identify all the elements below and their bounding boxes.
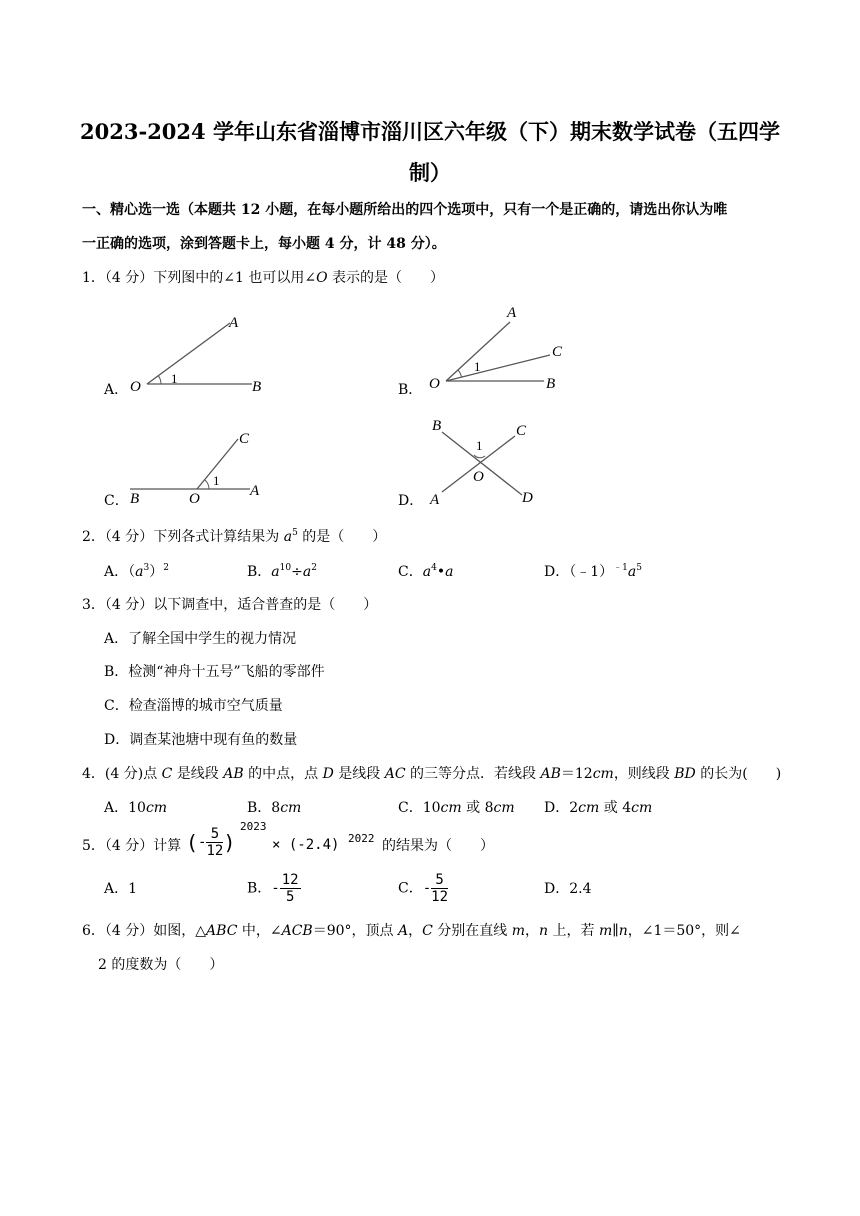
angle-arc bbox=[474, 455, 485, 458]
q5-option-d[interactable]: D．2.4 bbox=[544, 881, 592, 897]
q1-option-a-label[interactable]: A． bbox=[104, 382, 129, 398]
q5-stem-suffix: 的结果为（ ） bbox=[382, 838, 494, 854]
ray-oc bbox=[446, 355, 550, 381]
q1-stem: 1．（4 分）下列图中的∠1 也可以用∠O 表示的是（ ） bbox=[82, 270, 445, 286]
label-angle-1: 1 bbox=[213, 473, 220, 488]
q6-stem-line2: 2 的度数为（ ） bbox=[98, 957, 224, 973]
q1-option-b-label[interactable]: B． bbox=[398, 382, 423, 398]
label-b: B bbox=[546, 376, 556, 392]
q3-option-d[interactable]: D．调查某池塘中现有鱼的数量 bbox=[104, 732, 298, 748]
q1-figure-d bbox=[422, 412, 547, 512]
q3-option-c[interactable]: C．检查淄博的城市空气质量 bbox=[104, 698, 283, 714]
label-c: C bbox=[552, 344, 563, 360]
angle-arc bbox=[158, 376, 161, 384]
label-o: O bbox=[130, 379, 141, 395]
q4-stem: 4．(4 分)点 C 是线段 AB 的中点，点 D 是线段 AC 的三等分点．若线段 AB＝12cm，则线段 BD 的长为( ) bbox=[82, 766, 782, 782]
q2-option-b[interactable]: B．$a^{10}\div a^2$ bbox=[247, 563, 317, 580]
q5-exponent-2022: 2022 bbox=[348, 832, 375, 845]
label-b: B bbox=[432, 418, 442, 434]
label-angle-1: 1 bbox=[171, 371, 178, 386]
label-angle-1: 1 bbox=[474, 359, 481, 374]
q2-option-a[interactable]: A．$(a^3)^2$ bbox=[104, 563, 169, 580]
label-b: B bbox=[252, 379, 262, 395]
page-title-line2: 制） bbox=[409, 160, 451, 185]
q1-option-d-label[interactable]: D． bbox=[398, 493, 424, 509]
q5-option-c[interactable]: C．- $\frac{5}{12}$ bbox=[398, 872, 449, 905]
q5-option-a[interactable]: A．1 bbox=[104, 881, 138, 897]
q2-option-d[interactable]: D．$(﹣1)^{﹣1}a^5$ bbox=[544, 563, 642, 580]
section-heading-line2: 一正确的选项，涂到答题卡上，每小题 4 分，计 48 分）。 bbox=[82, 236, 446, 252]
q4-option-d[interactable]: D．2cm 或 4cm bbox=[544, 800, 653, 816]
q3-stem: 3．（4 分）以下调查中，适合普查的是（ ） bbox=[82, 597, 378, 613]
ray-oa bbox=[147, 323, 230, 384]
label-o: O bbox=[189, 491, 200, 507]
section-heading-line1: 一、精心选一选（本题共 12 小题，在每小题所给出的四个选项中，只有一个是正确的，请选出你认为唯 bbox=[82, 202, 728, 218]
q1-option-c-label[interactable]: C． bbox=[104, 493, 129, 509]
label-b: B bbox=[130, 491, 140, 507]
label-a: A bbox=[229, 315, 239, 331]
q4-option-a[interactable]: A．10cm bbox=[104, 800, 168, 816]
q1-figure-c bbox=[125, 425, 275, 510]
q5-times-term: × (-2.4) bbox=[272, 837, 340, 853]
q3-option-a[interactable]: A．了解全国中学生的视力情况 bbox=[104, 631, 297, 647]
label-d: D bbox=[522, 490, 533, 506]
label-o: O bbox=[429, 376, 440, 392]
q2-option-c[interactable]: C．$a^4•a$ bbox=[398, 563, 454, 580]
q1-figure-a bbox=[125, 305, 275, 400]
label-c: C bbox=[516, 423, 527, 439]
label-a: A bbox=[430, 492, 440, 508]
q5-exponent-2023: 2023 bbox=[240, 820, 267, 833]
label-a: A bbox=[507, 305, 517, 321]
label-angle-1: 1 bbox=[476, 438, 483, 453]
label-o: O bbox=[473, 469, 484, 485]
q3-option-b[interactable]: B．检测“神舟十五号”飞船的零部件 bbox=[104, 664, 325, 680]
label-a: A bbox=[250, 483, 260, 499]
q5-expression: (- $\frac{5}{12}$ ) bbox=[186, 826, 236, 859]
angle-arc bbox=[205, 480, 209, 489]
q4-option-c[interactable]: C．10cm 或 8cm bbox=[398, 800, 515, 816]
q5-option-b[interactable]: B．- $\frac{12}{5}$ bbox=[247, 872, 299, 905]
q6-stem-line1: 6．（4 分）如图，△ABC 中，∠ACB＝90°，顶点 A，C 分别在直线 m，n 上，若 m∥n，∠1＝50°，则∠ bbox=[82, 923, 741, 939]
angle-arc bbox=[458, 370, 462, 377]
q5-stem-prefix: 5．（4 分）计算 bbox=[82, 838, 182, 854]
label-c: C bbox=[239, 431, 250, 447]
page-title-line1: 2023-2024 学年山东省淄博市淄川区六年级（下）期末数学试卷（五四学 bbox=[80, 119, 780, 144]
q4-option-b[interactable]: B．8cm bbox=[247, 800, 302, 816]
q1-figure-b bbox=[422, 300, 582, 398]
q2-stem: 2．（4 分）下列各式计算结果为 $a^5$ 的是（ ） bbox=[82, 528, 387, 545]
